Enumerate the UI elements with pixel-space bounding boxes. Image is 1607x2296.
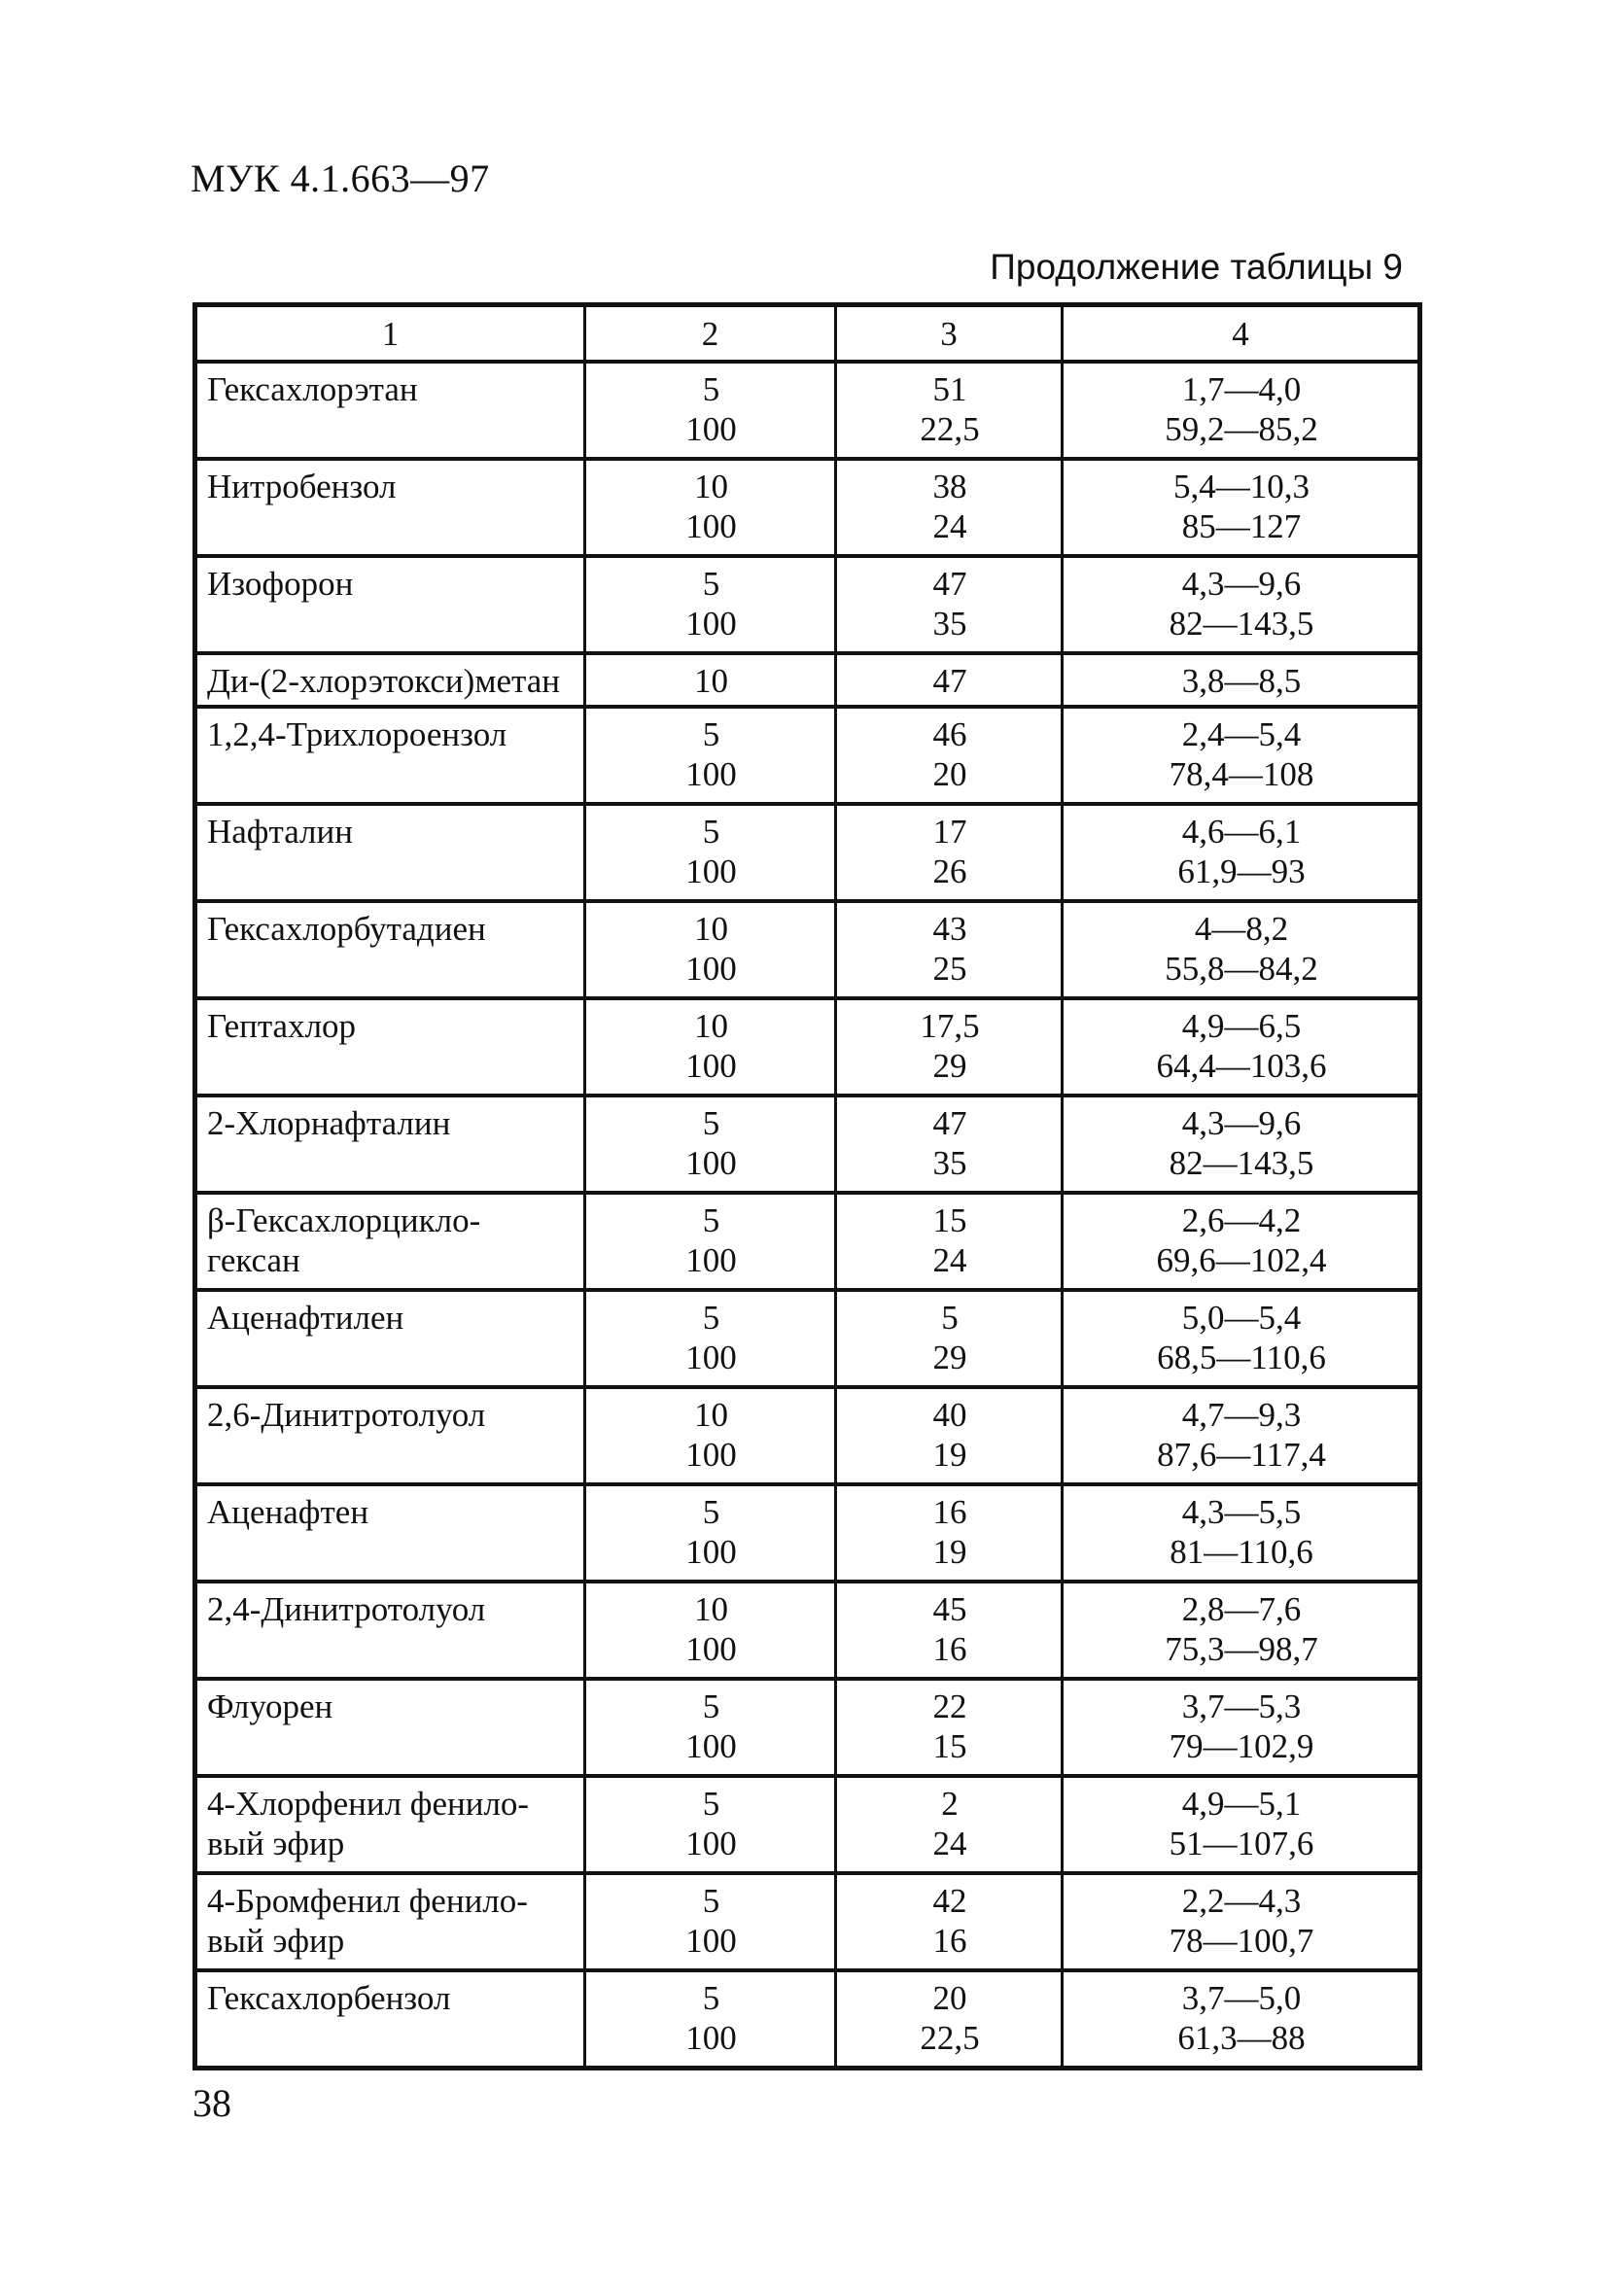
cell-line: 2,4—5,4 [1181,715,1302,753]
cell-line: Изофорон [207,565,354,603]
column-2-cell [585,1970,836,2069]
table-header [195,305,1420,363]
table-row [195,1484,1420,1582]
compound-name-cell [195,1776,585,1873]
column-4-cell [1063,1873,1420,1970]
cell-line: 5,0—5,4 [1181,1299,1302,1337]
compound-name-cell [195,804,585,901]
cell-line: 5 [702,813,720,851]
column-4-cell [1063,1970,1420,2069]
column-4-cell [1063,998,1420,1096]
cell-line: 10 [694,910,728,948]
cell-line: 17 [932,813,967,851]
compound-name-cell [195,1873,585,1970]
cell-line: 47 [932,662,967,700]
cell-line: 100 [685,1630,737,1668]
cell-line: 42 [932,1882,967,1920]
cell-line: Аценафтен [207,1493,369,1531]
cell-line: 10 [694,662,728,700]
column-3-cell [836,901,1063,998]
cell-line: 20 [932,755,967,793]
cell-line: 5 [702,1493,720,1531]
column-3-cell [836,459,1063,556]
table-caption: Продолжение таблицы 9 [990,247,1403,287]
column-4-cell [1063,653,1420,707]
cell-line: 87,6—117,4 [1157,1436,1326,1474]
cell-line: 46 [932,715,967,753]
column-3-cell [836,1582,1063,1679]
cell-line: 82—143,5 [1169,1144,1314,1182]
compound-name-cell [195,901,585,998]
cell-line: 19 [932,1436,967,1474]
column-2-cell [585,1290,836,1387]
column-2-cell [585,1193,836,1290]
cell-line: 43 [932,910,967,948]
column-2-cell [585,901,836,998]
cell-line: 25 [932,950,967,988]
column-4-cell [1063,1387,1420,1484]
cell-line: 78—100,7 [1169,1922,1314,1960]
page-number: 38 [192,2081,231,2125]
column-3-cell [836,362,1063,459]
cell-line: 35 [932,1144,967,1182]
cell-line: Флуорен [207,1687,333,1725]
table-row [195,1582,1420,1679]
cell-line: 79—102,9 [1169,1727,1314,1765]
cell-line: 100 [685,852,737,890]
cell-line: 82—143,5 [1169,605,1314,643]
cell-line: 22,5 [920,410,980,448]
column-4-cell [1063,362,1420,459]
table-row [195,1290,1420,1387]
cell-line: 5 [702,1104,720,1142]
compound-name-cell [195,653,585,707]
cell-line: 68,5—110,6 [1157,1339,1326,1376]
cell-line: 100 [685,1047,737,1085]
table-row [195,998,1420,1096]
cell-line: 22 [932,1687,967,1725]
compound-name-cell [195,707,585,804]
table-row [195,1970,1420,2069]
cell-line: 78,4—108 [1169,755,1314,793]
cell-line: 4,3—9,6 [1181,1104,1302,1142]
cell-line: Нитробензол [207,468,397,505]
cell-line: 59,2—85,2 [1165,410,1318,448]
cell-line: 5 [702,1201,720,1239]
table-row [195,556,1420,653]
cell-line: 69,6—102,4 [1156,1241,1327,1279]
cell-line: 5 [702,1882,720,1920]
column-4-cell [1063,1776,1420,1873]
column-2-cell [585,1679,836,1776]
cell-line: β-Гексахлорцикло- [207,1201,481,1239]
column-3-cell [836,1679,1063,1776]
column-3-cell [836,1873,1063,1970]
cell-line: 17,5 [920,1007,980,1045]
column-4-cell [1063,1679,1420,1776]
cell-line: 5 [702,1979,720,2017]
table-row [195,1096,1420,1193]
cell-line: 2 [941,1785,959,1823]
cell-line: 2,6-Динитротолуол [207,1396,486,1434]
table-row [195,804,1420,901]
column-2-cell [585,1776,836,1873]
column-2-cell [585,1582,836,1679]
column-4-cell [1063,1290,1420,1387]
cell-line: 3,7—5,3 [1181,1687,1302,1725]
column-4-cell [1063,1484,1420,1582]
cell-line: 3,8—8,5 [1181,662,1302,700]
column-2-cell [585,556,836,653]
table-row [195,459,1420,556]
cell-line: 35 [932,605,967,643]
cell-line: 1,7—4,0 [1181,370,1302,408]
cell-line: вый эфир [207,1922,345,1960]
cell-line: 45 [932,1590,967,1628]
cell-line: 100 [685,950,737,988]
compound-name-cell [195,1484,585,1582]
column-4-cell [1063,459,1420,556]
compound-name-cell [195,1387,585,1484]
column-2-cell [585,362,836,459]
cell-line: 51 [932,370,967,408]
cell-line: 10 [694,1007,728,1045]
column-4-cell [1063,1582,1420,1679]
column-3-cell [836,707,1063,804]
cell-line: 75,3—98,7 [1165,1630,1318,1668]
column-4-cell [1063,804,1420,901]
cell-line: 10 [694,1396,728,1434]
cell-line: 4-Хлорфенил фенило- [207,1785,530,1823]
compound-name-cell [195,1582,585,1679]
cell-line: 5 [702,1299,720,1337]
column-3-cell [836,653,1063,707]
cell-line: 29 [932,1047,967,1085]
cell-line: 4—8,2 [1194,910,1289,948]
cell-line: 5,4—10,3 [1173,468,1310,505]
compound-name-cell [195,1290,585,1387]
cell-line: 100 [685,2019,737,2057]
cell-line: 29 [932,1339,967,1376]
cell-line: 100 [685,755,737,793]
cell-line: Гептахлор [207,1007,357,1045]
column-2-cell [585,1873,836,1970]
column-3-cell [836,1776,1063,1873]
column-3-cell [836,1193,1063,1290]
cell-line: 85—127 [1181,507,1302,545]
cell-line: 5 [702,1687,720,1725]
cell-line: 15 [932,1201,967,1239]
column-header: 2 [585,305,836,363]
column-4-cell [1063,556,1420,653]
header-row [195,305,1420,363]
cell-line: 4,9—6,5 [1181,1007,1302,1045]
compound-name-cell [195,459,585,556]
cell-line: 5 [702,1785,720,1823]
cell-line: 100 [685,1922,737,1960]
column-3-cell [836,1970,1063,2069]
cell-line: 16 [932,1630,967,1668]
cell-line: 5 [941,1299,959,1337]
cell-line: 100 [685,1241,737,1279]
cell-line: гексан [207,1241,300,1279]
column-3-cell [836,998,1063,1096]
cell-line: 19 [932,1533,967,1571]
cell-line: 61,3—88 [1177,2019,1306,2057]
column-header: 4 [1063,305,1420,363]
cell-line: Гексахлорбутадиен [207,910,486,948]
compound-name-cell [195,998,585,1096]
cell-line: 51—107,6 [1169,1825,1314,1862]
table-row [195,653,1420,707]
table-container [192,302,1417,2070]
compound-name-cell [195,362,585,459]
cell-line: Гексахлорбензол [207,1979,451,2017]
cell-line: 47 [932,1104,967,1142]
table-row [195,362,1420,459]
cell-line: 4,9—5,1 [1181,1785,1302,1823]
cell-line: 38 [932,468,967,505]
data-table [192,302,1422,2070]
column-3-cell [836,1484,1063,1582]
table-row [195,1776,1420,1873]
cell-line: Гексахлорэтан [207,370,418,408]
column-4-cell [1063,1096,1420,1193]
cell-line: 16 [932,1922,967,1960]
column-3-cell [836,556,1063,653]
cell-line: 61,9—93 [1177,852,1306,890]
table-row [195,1387,1420,1484]
column-2-cell [585,459,836,556]
column-3-cell [836,804,1063,901]
table-row [195,1193,1420,1290]
cell-line: 4,7—9,3 [1181,1396,1302,1434]
cell-line: Аценафтилен [207,1299,404,1337]
cell-line: 5 [702,565,720,603]
cell-line: 100 [685,605,737,643]
compound-name-cell [195,1970,585,2069]
column-2-cell [585,804,836,901]
column-2-cell [585,1484,836,1582]
table-row [195,1679,1420,1776]
cell-line: 20 [932,1979,967,2017]
cell-line: 100 [685,1339,737,1376]
column-2-cell [585,653,836,707]
cell-line: 2,8—7,6 [1181,1590,1302,1628]
cell-line: 22,5 [920,2019,980,2057]
cell-line: 2,2—4,3 [1181,1882,1302,1920]
cell-line: 24 [932,1825,967,1862]
compound-name-cell [195,1193,585,1290]
table-row [195,707,1420,804]
cell-line: 4,3—9,6 [1181,565,1302,603]
column-header: 1 [195,305,585,363]
column-4-cell [1063,707,1420,804]
cell-line: 1,2,4-Трихлороензол [207,715,507,753]
cell-line: 10 [694,1590,728,1628]
cell-line: вый эфир [207,1825,345,1862]
cell-line: 47 [932,565,967,603]
cell-line: 100 [685,507,737,545]
column-2-cell [585,1096,836,1193]
cell-line: 5 [702,715,720,753]
cell-line: 4-Бромфенил фенило- [207,1882,528,1920]
compound-name-cell [195,1679,585,1776]
cell-line: 100 [685,1825,737,1862]
table-row [195,901,1420,998]
cell-line: 81—110,6 [1170,1533,1313,1571]
compound-name-cell [195,1096,585,1193]
cell-line: 2,6—4,2 [1181,1201,1302,1239]
cell-line: 10 [694,468,728,505]
cell-line: 24 [932,1241,967,1279]
cell-line: 3,7—5,0 [1181,1979,1302,2017]
cell-line: 2,4-Динитротолуол [207,1590,486,1628]
cell-line: 100 [685,1533,737,1571]
cell-line: Нафталин [207,813,353,851]
cell-line: 5 [702,370,720,408]
column-4-cell [1063,1193,1420,1290]
column-3-cell [836,1096,1063,1193]
cell-line: 100 [685,410,737,448]
column-4-cell [1063,901,1420,998]
column-3-cell [836,1290,1063,1387]
cell-line: 100 [685,1144,737,1182]
cell-line: 55,8—84,2 [1165,950,1318,988]
column-2-cell [585,707,836,804]
cell-line: 15 [932,1727,967,1765]
cell-line: 4,6—6,1 [1181,813,1302,851]
column-header: 3 [836,305,1063,363]
cell-line: 2-Хлорнафталин [207,1104,451,1142]
cell-line: 64,4—103,6 [1156,1047,1327,1085]
column-2-cell [585,998,836,1096]
cell-line: 40 [932,1396,967,1434]
cell-line: 100 [685,1436,737,1474]
table-row [195,1873,1420,1970]
table-body [195,362,1420,2069]
cell-line: 4,3—5,5 [1181,1493,1302,1531]
cell-line: 100 [685,1727,737,1765]
cell-line: 24 [932,507,967,545]
column-3-cell [836,1387,1063,1484]
cell-line: 16 [932,1493,967,1531]
compound-name-cell [195,556,585,653]
column-2-cell [585,1387,836,1484]
cell-line: Ди-(2-хлорэтокси)метан [207,662,560,700]
cell-line: 26 [932,852,967,890]
document-code: МУК 4.1.663—97 [191,157,490,200]
